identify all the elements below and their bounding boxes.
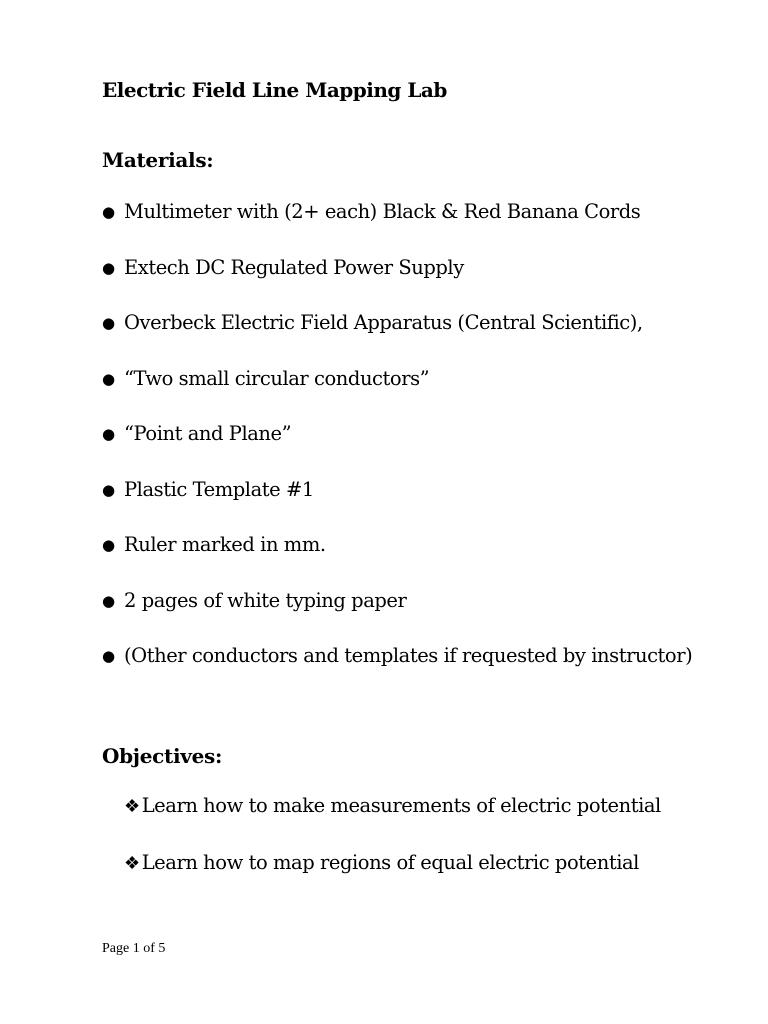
document-title: Electric Field Line Mapping Lab	[102, 78, 447, 102]
material-text: (Other conductors and templates if requested by instructor)	[124, 644, 693, 667]
material-text: Overbeck Electric Field Apparatus (Central Scientific),	[124, 311, 643, 334]
material-item	[102, 583, 702, 619]
material-text: Ruler marked in mm.	[124, 533, 326, 556]
material-item	[102, 305, 702, 341]
material-text: 2 pages of white typing paper	[124, 588, 407, 612]
bullet-icon: ●	[102, 591, 115, 610]
objectives-heading: Objectives:	[102, 744, 223, 768]
material-item	[102, 194, 702, 230]
material-item	[102, 472, 702, 508]
bullet-icon: ●	[102, 480, 115, 499]
material-item	[102, 638, 702, 674]
bullet-icon: ●	[102, 369, 115, 388]
material-item	[102, 416, 702, 452]
material-text: Multimeter with (2+ each) Black & Red Banana Cords	[124, 200, 641, 223]
materials-list	[102, 194, 702, 694]
material-item	[102, 361, 702, 397]
material-text: Plastic Template #1	[124, 477, 314, 501]
bullet-icon: ●	[102, 425, 115, 443]
page-footer: Page 1 of 5	[102, 941, 166, 956]
objective-item	[124, 790, 724, 823]
diamond-bullet-icon: ❖	[124, 796, 140, 817]
diamond-bullet-icon: ❖	[124, 853, 140, 874]
bullet-icon: ●	[102, 258, 115, 277]
bullet-icon: ●	[102, 314, 115, 332]
bullet-icon: ●	[102, 203, 115, 221]
objective-text: Learn how to make measurements of electric potential	[141, 794, 661, 817]
material-item	[102, 527, 702, 563]
material-text: “Two small circular conductors”	[124, 366, 430, 390]
material-text: “Point and Plane”	[124, 422, 292, 445]
objective-text: Learn how to map regions of equal electric potential	[141, 851, 639, 874]
material-item	[102, 250, 702, 286]
objectives-list	[124, 790, 724, 904]
objective-item	[124, 847, 724, 880]
bullet-icon: ●	[102, 647, 115, 665]
bullet-icon: ●	[102, 536, 115, 554]
material-text: Extech DC Regulated Power Supply	[124, 255, 464, 279]
materials-heading: Materials:	[102, 148, 214, 172]
